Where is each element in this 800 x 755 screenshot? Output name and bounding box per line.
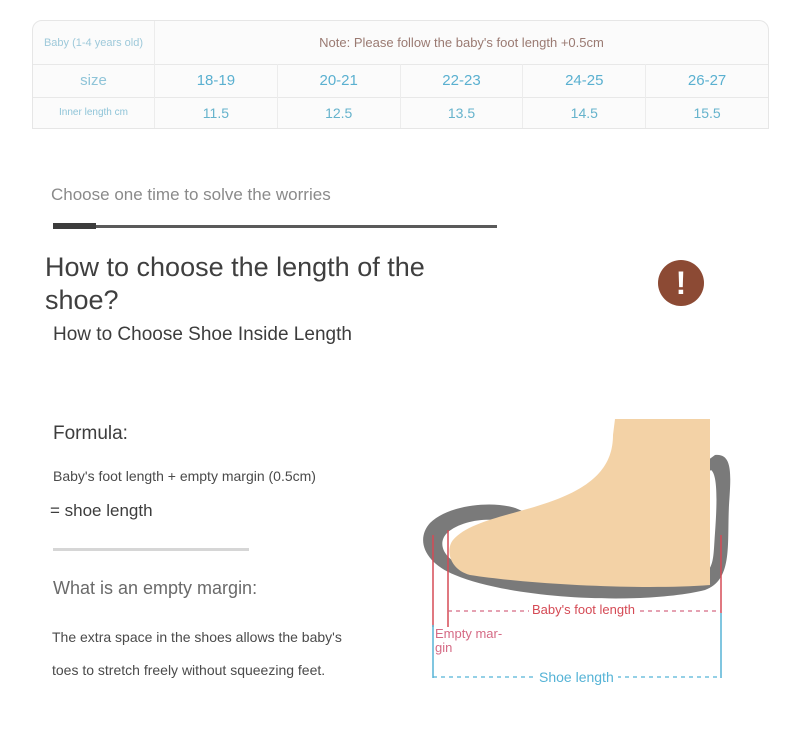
inner-length-row-label: Inner length cm <box>33 97 155 128</box>
size-cell: 26-27 <box>687 72 727 89</box>
inner-length-cell: 13.5 <box>401 97 524 128</box>
table-note: Note: Please follow the baby's foot length +0.5cm <box>319 35 604 50</box>
exclamation-icon: ! <box>658 260 704 306</box>
size-cell: 18-19 <box>155 64 278 97</box>
size-cell: 20-21 <box>278 64 401 97</box>
empty-margin-heading: What is an empty margin: <box>53 578 258 598</box>
inner-length-cell: 14.5 <box>523 97 646 128</box>
inner-length-cell: 12.5 <box>278 97 401 128</box>
divider <box>53 225 497 228</box>
page-title: How to choose the length of the shoe? <box>45 252 425 315</box>
divider-accent <box>53 223 96 229</box>
empty-margin-label: Empty mar-gin <box>435 626 503 655</box>
divider <box>53 548 249 551</box>
shoe-length-label: Shoe length <box>535 669 618 685</box>
size-table <box>32 20 769 129</box>
inner-length-cell: 11.5 <box>155 97 278 128</box>
size-cell: 24-25 <box>523 64 646 97</box>
table-age-label: Baby (1-4 years old) <box>33 21 155 64</box>
empty-margin-description: The extra space in the shoes allows the baby's <box>52 629 342 645</box>
formula-heading: Formula: <box>53 423 128 444</box>
foot-length-label: Baby's foot length <box>529 602 638 617</box>
tagline: Choose one time to solve the worries <box>51 185 331 204</box>
inner-length-cell: 15.5 <box>693 104 721 121</box>
size-cell: 22-23 <box>401 64 524 97</box>
page-subtitle: How to Choose Shoe Inside Length <box>53 324 352 345</box>
table-row <box>33 64 768 98</box>
formula-text: Baby's foot length + empty margin (0.5cm) <box>53 468 316 484</box>
empty-margin-description: toes to stretch freely without squeezing feet. <box>52 662 326 678</box>
foot-shape <box>449 419 710 587</box>
table-header-row <box>33 21 768 65</box>
formula-result: = shoe length <box>50 501 153 520</box>
table-row <box>33 97 768 128</box>
size-row-label: size <box>33 64 155 97</box>
